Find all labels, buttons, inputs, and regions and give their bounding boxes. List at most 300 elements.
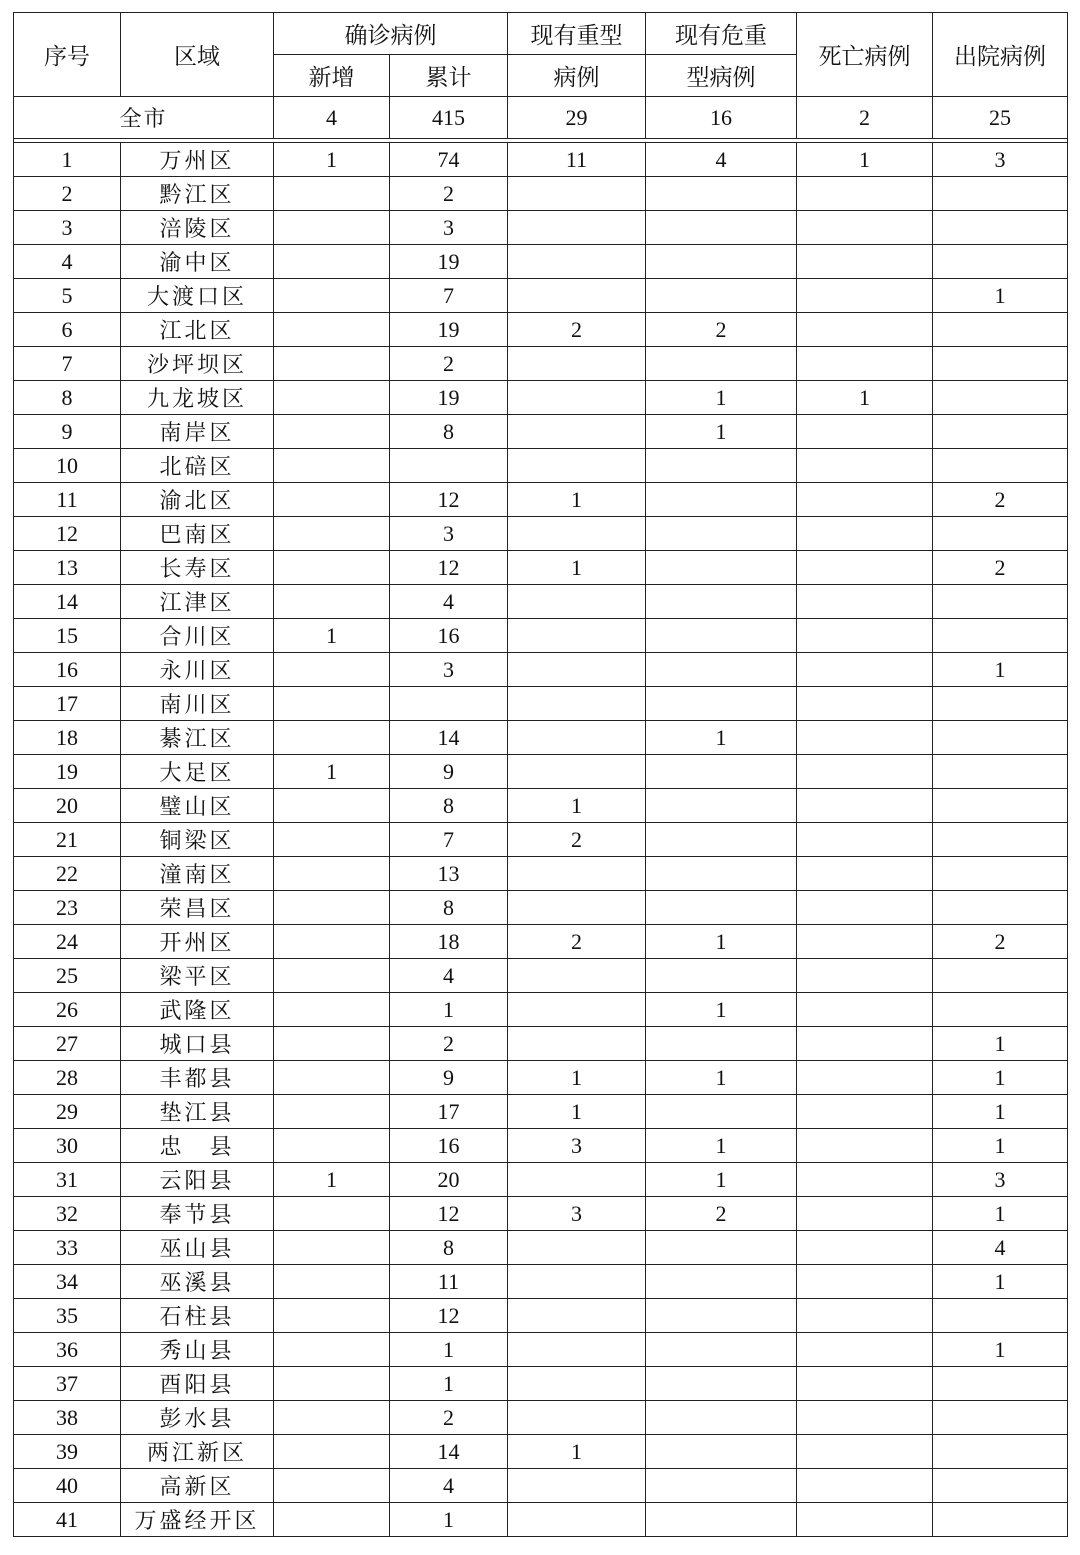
cell-deaths <box>797 551 933 585</box>
cell-cumulative: 12 <box>390 551 508 585</box>
cell-seq: 12 <box>14 517 121 551</box>
cell-critical <box>646 347 797 381</box>
cell-severe <box>508 721 646 755</box>
header-cumulative: 累计 <box>390 55 508 97</box>
cell-critical <box>646 177 797 211</box>
cell-discharged <box>933 959 1068 993</box>
cell-deaths <box>797 279 933 313</box>
table-row <box>14 245 1068 279</box>
cell-cumulative: 1 <box>390 1503 508 1537</box>
table-row <box>14 1435 1068 1469</box>
cell-cumulative: 2 <box>390 1401 508 1435</box>
total-new: 4 <box>274 97 390 139</box>
cell-seq: 39 <box>14 1435 121 1469</box>
cell-area: 荣昌区 <box>121 891 274 925</box>
cell-discharged <box>933 177 1068 211</box>
cell-discharged <box>933 1435 1068 1469</box>
cell-area: 石柱县 <box>121 1299 274 1333</box>
table-row <box>14 177 1068 211</box>
cell-discharged: 1 <box>933 1027 1068 1061</box>
cell-discharged <box>933 211 1068 245</box>
cell-area: 高新区 <box>121 1469 274 1503</box>
document-page <box>13 12 1067 1537</box>
cell-critical <box>646 483 797 517</box>
cell-cumulative: 4 <box>390 1469 508 1503</box>
cell-critical <box>646 585 797 619</box>
cell-seq: 11 <box>14 483 121 517</box>
cell-critical <box>646 1299 797 1333</box>
cell-new <box>274 1503 390 1537</box>
cell-cumulative: 3 <box>390 517 508 551</box>
cell-new <box>274 177 390 211</box>
cell-seq: 41 <box>14 1503 121 1537</box>
cell-critical <box>646 449 797 483</box>
cell-severe <box>508 347 646 381</box>
table-row <box>14 1469 1068 1503</box>
cell-area: 铜梁区 <box>121 823 274 857</box>
cell-new <box>274 1197 390 1231</box>
cell-new <box>274 1061 390 1095</box>
table-row <box>14 1061 1068 1095</box>
cell-area: 奉节县 <box>121 1197 274 1231</box>
table-row <box>14 415 1068 449</box>
cell-seq: 10 <box>14 449 121 483</box>
cell-discharged: 1 <box>933 1061 1068 1095</box>
cell-area: 开州区 <box>121 925 274 959</box>
cell-seq: 16 <box>14 653 121 687</box>
cell-area: 酉阳县 <box>121 1367 274 1401</box>
cell-deaths <box>797 415 933 449</box>
cell-deaths <box>797 347 933 381</box>
cell-severe <box>508 687 646 721</box>
cell-cumulative <box>390 687 508 721</box>
header-discharged: 出院病例 <box>933 13 1068 97</box>
table-row <box>14 721 1068 755</box>
cell-cumulative: 12 <box>390 483 508 517</box>
cell-new <box>274 1265 390 1299</box>
cell-severe: 1 <box>508 551 646 585</box>
cell-critical: 2 <box>646 1197 797 1231</box>
cell-seq: 2 <box>14 177 121 211</box>
cell-new <box>274 415 390 449</box>
header-new: 新增 <box>274 55 390 97</box>
cell-cumulative: 14 <box>390 721 508 755</box>
cell-new <box>274 1401 390 1435</box>
cell-critical <box>646 279 797 313</box>
cell-severe <box>508 1367 646 1401</box>
cell-area: 璧山区 <box>121 789 274 823</box>
cell-seq: 6 <box>14 313 121 347</box>
cell-cumulative: 8 <box>390 1231 508 1265</box>
header-deaths: 死亡病例 <box>797 13 933 97</box>
table-row <box>14 789 1068 823</box>
total-critical: 16 <box>646 97 797 139</box>
cell-cumulative: 1 <box>390 1367 508 1401</box>
cell-discharged <box>933 381 1068 415</box>
cell-cumulative: 3 <box>390 653 508 687</box>
cell-severe <box>508 1299 646 1333</box>
cell-cumulative <box>390 449 508 483</box>
cell-deaths <box>797 483 933 517</box>
table-row <box>14 619 1068 653</box>
table-row <box>14 1129 1068 1163</box>
total-row <box>14 97 1068 139</box>
cell-new <box>274 993 390 1027</box>
table-row <box>14 687 1068 721</box>
cell-deaths <box>797 585 933 619</box>
cell-deaths: 1 <box>797 143 933 177</box>
cell-deaths <box>797 925 933 959</box>
table-row <box>14 857 1068 891</box>
cell-critical <box>646 823 797 857</box>
cell-critical: 2 <box>646 313 797 347</box>
cell-cumulative: 9 <box>390 1061 508 1095</box>
cell-discharged: 1 <box>933 279 1068 313</box>
cell-seq: 37 <box>14 1367 121 1401</box>
cell-deaths <box>797 687 933 721</box>
cell-area: 沙坪坝区 <box>121 347 274 381</box>
cell-discharged <box>933 415 1068 449</box>
cell-seq: 30 <box>14 1129 121 1163</box>
table-row <box>14 551 1068 585</box>
header-area: 区域 <box>121 13 274 97</box>
cell-deaths <box>797 1503 933 1537</box>
cell-critical <box>646 1027 797 1061</box>
table-row <box>14 585 1068 619</box>
cell-seq: 22 <box>14 857 121 891</box>
cell-area: 忠 县 <box>121 1129 274 1163</box>
cell-new <box>274 585 390 619</box>
cell-new <box>274 1095 390 1129</box>
cell-cumulative: 12 <box>390 1299 508 1333</box>
cell-discharged <box>933 687 1068 721</box>
cell-cumulative: 8 <box>390 415 508 449</box>
cell-severe <box>508 857 646 891</box>
cell-area: 巫溪县 <box>121 1265 274 1299</box>
cell-critical <box>646 1469 797 1503</box>
cell-deaths <box>797 959 933 993</box>
cell-deaths <box>797 993 933 1027</box>
cell-new <box>274 1129 390 1163</box>
cell-area: 九龙坡区 <box>121 381 274 415</box>
cell-area: 北碚区 <box>121 449 274 483</box>
cell-critical <box>646 857 797 891</box>
cell-deaths <box>797 1469 933 1503</box>
cell-area: 涪陵区 <box>121 211 274 245</box>
cell-deaths <box>797 517 933 551</box>
cell-new <box>274 1231 390 1265</box>
cell-critical <box>646 1503 797 1537</box>
cell-area: 綦江区 <box>121 721 274 755</box>
cell-critical <box>646 619 797 653</box>
cell-cumulative: 18 <box>390 925 508 959</box>
cell-seq: 15 <box>14 619 121 653</box>
cell-deaths <box>797 1265 933 1299</box>
cell-area: 巴南区 <box>121 517 274 551</box>
table-row <box>14 993 1068 1027</box>
cell-discharged <box>933 1401 1068 1435</box>
cell-deaths <box>797 177 933 211</box>
cell-severe: 1 <box>508 483 646 517</box>
table-row <box>14 449 1068 483</box>
cell-cumulative: 14 <box>390 1435 508 1469</box>
cell-discharged <box>933 1367 1068 1401</box>
cell-deaths <box>797 313 933 347</box>
cell-severe <box>508 1503 646 1537</box>
cell-severe <box>508 1027 646 1061</box>
cell-seq: 7 <box>14 347 121 381</box>
cell-new <box>274 1469 390 1503</box>
total-cumulative: 415 <box>390 97 508 139</box>
cell-area: 大渡口区 <box>121 279 274 313</box>
cell-critical: 1 <box>646 993 797 1027</box>
cell-cumulative: 74 <box>390 143 508 177</box>
header-critical-line1: 现有危重 <box>646 13 797 55</box>
cell-severe: 2 <box>508 313 646 347</box>
cell-cumulative: 19 <box>390 313 508 347</box>
cell-discharged <box>933 857 1068 891</box>
cell-severe <box>508 449 646 483</box>
table-row <box>14 959 1068 993</box>
cell-new <box>274 653 390 687</box>
cell-cumulative: 16 <box>390 619 508 653</box>
cell-area: 永川区 <box>121 653 274 687</box>
cell-seq: 29 <box>14 1095 121 1129</box>
cell-new <box>274 857 390 891</box>
cell-area: 万州区 <box>121 143 274 177</box>
cell-critical: 1 <box>646 381 797 415</box>
cell-critical <box>646 1333 797 1367</box>
cell-new <box>274 313 390 347</box>
cell-discharged: 1 <box>933 1197 1068 1231</box>
cell-critical <box>646 1367 797 1401</box>
cell-new: 1 <box>274 619 390 653</box>
cell-seq: 18 <box>14 721 121 755</box>
cell-discharged <box>933 313 1068 347</box>
cell-severe: 1 <box>508 789 646 823</box>
cell-discharged: 1 <box>933 1333 1068 1367</box>
cell-deaths <box>797 857 933 891</box>
cell-discharged: 1 <box>933 1265 1068 1299</box>
cell-seq: 21 <box>14 823 121 857</box>
cell-critical: 1 <box>646 1163 797 1197</box>
cell-cumulative: 12 <box>390 1197 508 1231</box>
cell-seq: 35 <box>14 1299 121 1333</box>
cell-new <box>274 1333 390 1367</box>
cell-severe <box>508 415 646 449</box>
table-row <box>14 1095 1068 1129</box>
cell-cumulative: 17 <box>390 1095 508 1129</box>
cell-severe: 2 <box>508 925 646 959</box>
cell-deaths <box>797 755 933 789</box>
cell-new <box>274 211 390 245</box>
table-row <box>14 1163 1068 1197</box>
cell-critical <box>646 551 797 585</box>
header-row-1 <box>14 13 1068 55</box>
cell-area: 巫山县 <box>121 1231 274 1265</box>
cell-new <box>274 721 390 755</box>
cell-seq: 8 <box>14 381 121 415</box>
cell-critical <box>646 789 797 823</box>
cell-new <box>274 1027 390 1061</box>
cell-deaths <box>797 211 933 245</box>
cell-cumulative: 4 <box>390 585 508 619</box>
cell-cumulative: 8 <box>390 891 508 925</box>
cell-new <box>274 1299 390 1333</box>
cell-deaths <box>797 1163 933 1197</box>
cell-critical <box>646 1401 797 1435</box>
cell-discharged <box>933 789 1068 823</box>
case-statistics-table <box>13 12 1068 1537</box>
cell-severe: 11 <box>508 143 646 177</box>
cell-seq: 24 <box>14 925 121 959</box>
cell-cumulative: 16 <box>390 1129 508 1163</box>
cell-seq: 13 <box>14 551 121 585</box>
cell-deaths <box>797 1401 933 1435</box>
cell-severe <box>508 653 646 687</box>
cell-deaths <box>797 891 933 925</box>
cell-deaths <box>797 1435 933 1469</box>
cell-cumulative: 7 <box>390 279 508 313</box>
cell-new: 1 <box>274 143 390 177</box>
cell-seq: 17 <box>14 687 121 721</box>
cell-discharged <box>933 517 1068 551</box>
cell-area: 合川区 <box>121 619 274 653</box>
cell-area: 武隆区 <box>121 993 274 1027</box>
cell-cumulative: 20 <box>390 1163 508 1197</box>
cell-cumulative: 19 <box>390 245 508 279</box>
cell-critical: 4 <box>646 143 797 177</box>
cell-discharged <box>933 347 1068 381</box>
cell-critical: 1 <box>646 1129 797 1163</box>
cell-critical <box>646 891 797 925</box>
table-row <box>14 755 1068 789</box>
cell-severe <box>508 1401 646 1435</box>
cell-new <box>274 449 390 483</box>
table-row <box>14 1299 1068 1333</box>
table-row <box>14 1197 1068 1231</box>
cell-severe <box>508 517 646 551</box>
header-critical-line2: 型病例 <box>646 55 797 97</box>
cell-area: 两江新区 <box>121 1435 274 1469</box>
cell-critical <box>646 959 797 993</box>
cell-discharged: 1 <box>933 1129 1068 1163</box>
cell-severe <box>508 1231 646 1265</box>
table-row <box>14 279 1068 313</box>
cell-area: 渝北区 <box>121 483 274 517</box>
cell-deaths <box>797 653 933 687</box>
cell-area: 渝中区 <box>121 245 274 279</box>
cell-critical: 1 <box>646 1061 797 1095</box>
cell-severe <box>508 177 646 211</box>
cell-deaths <box>797 1095 933 1129</box>
cell-critical <box>646 653 797 687</box>
cell-cumulative: 2 <box>390 347 508 381</box>
cell-severe <box>508 619 646 653</box>
cell-critical <box>646 1231 797 1265</box>
cell-discharged <box>933 891 1068 925</box>
cell-area: 丰都县 <box>121 1061 274 1095</box>
cell-severe: 3 <box>508 1129 646 1163</box>
cell-area: 长寿区 <box>121 551 274 585</box>
cell-severe <box>508 959 646 993</box>
table-row <box>14 1231 1068 1265</box>
cell-new <box>274 687 390 721</box>
cell-deaths <box>797 1197 933 1231</box>
cell-cumulative: 7 <box>390 823 508 857</box>
header-seq: 序号 <box>14 13 121 97</box>
cell-seq: 31 <box>14 1163 121 1197</box>
cell-area: 万盛经开区 <box>121 1503 274 1537</box>
cell-cumulative: 1 <box>390 1333 508 1367</box>
cell-deaths <box>797 1027 933 1061</box>
cell-severe: 1 <box>508 1095 646 1129</box>
cell-cumulative: 13 <box>390 857 508 891</box>
total-label: 全市 <box>14 97 274 139</box>
cell-new <box>274 1435 390 1469</box>
table-row <box>14 891 1068 925</box>
cell-area: 梁平区 <box>121 959 274 993</box>
cell-discharged: 2 <box>933 483 1068 517</box>
cell-cumulative: 4 <box>390 959 508 993</box>
cell-critical <box>646 245 797 279</box>
cell-discharged: 2 <box>933 925 1068 959</box>
cell-deaths <box>797 1333 933 1367</box>
cell-severe: 1 <box>508 1435 646 1469</box>
cell-severe <box>508 1265 646 1299</box>
cell-discharged <box>933 585 1068 619</box>
cell-new <box>274 279 390 313</box>
cell-critical: 1 <box>646 415 797 449</box>
cell-seq: 5 <box>14 279 121 313</box>
cell-discharged <box>933 1469 1068 1503</box>
cell-area: 潼南区 <box>121 857 274 891</box>
cell-critical <box>646 755 797 789</box>
cell-new: 1 <box>274 755 390 789</box>
cell-severe <box>508 381 646 415</box>
cell-critical <box>646 1265 797 1299</box>
cell-area: 垫江县 <box>121 1095 274 1129</box>
table-row <box>14 313 1068 347</box>
cell-discharged <box>933 449 1068 483</box>
cell-deaths <box>797 1299 933 1333</box>
cell-discharged <box>933 755 1068 789</box>
cell-new <box>274 347 390 381</box>
cell-seq: 34 <box>14 1265 121 1299</box>
cell-seq: 14 <box>14 585 121 619</box>
cell-deaths <box>797 1129 933 1163</box>
cell-severe <box>508 1163 646 1197</box>
table-row <box>14 1367 1068 1401</box>
total-severe: 29 <box>508 97 646 139</box>
cell-severe: 1 <box>508 1061 646 1095</box>
table-row <box>14 381 1068 415</box>
cell-deaths <box>797 1061 933 1095</box>
cell-cumulative: 1 <box>390 993 508 1027</box>
cell-severe <box>508 891 646 925</box>
cell-critical: 1 <box>646 721 797 755</box>
cell-cumulative: 8 <box>390 789 508 823</box>
cell-new <box>274 381 390 415</box>
cell-seq: 32 <box>14 1197 121 1231</box>
cell-seq: 38 <box>14 1401 121 1435</box>
cell-cumulative: 11 <box>390 1265 508 1299</box>
cell-seq: 26 <box>14 993 121 1027</box>
cell-area: 城口县 <box>121 1027 274 1061</box>
cell-severe <box>508 245 646 279</box>
cell-discharged <box>933 245 1068 279</box>
table-row <box>14 347 1068 381</box>
